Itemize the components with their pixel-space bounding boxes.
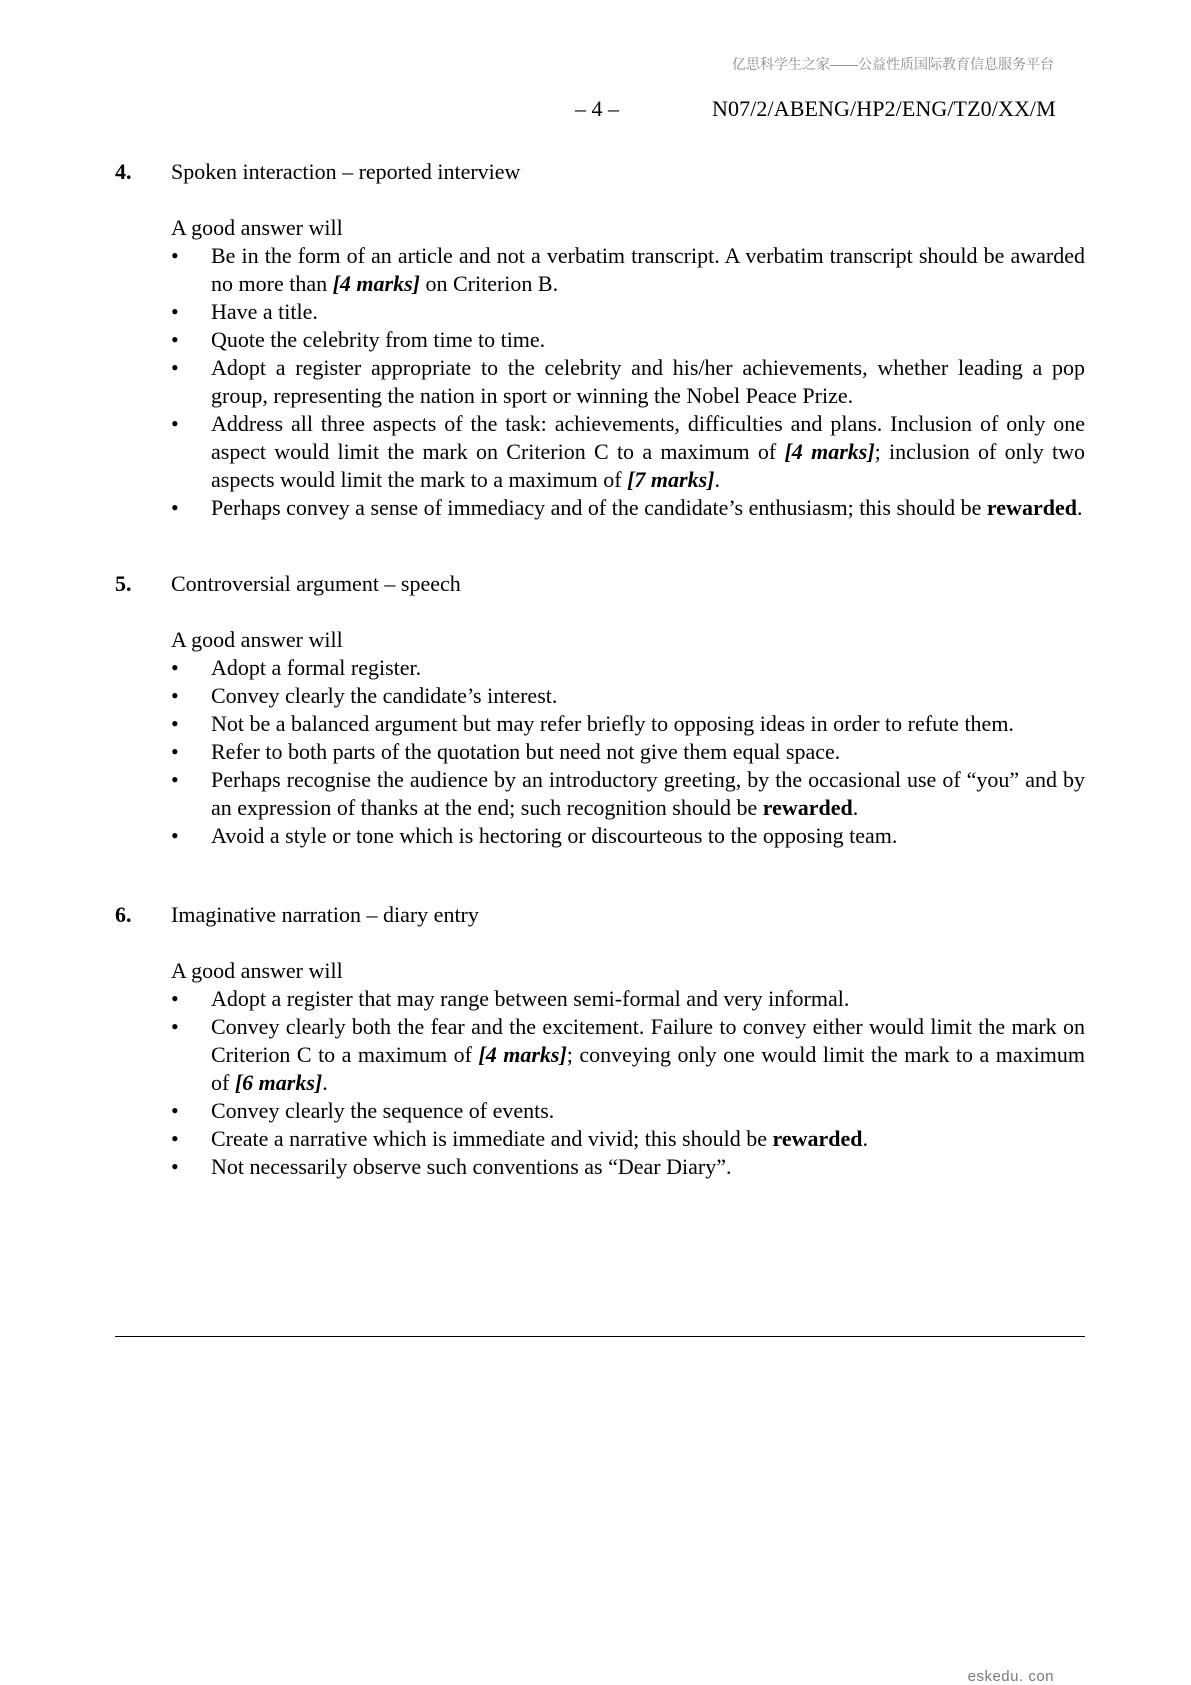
document-code: N07/2/ABENG/HP2/ENG/TZ0/XX/M [712,96,1056,121]
bullet-point [171,822,1085,850]
bullet-point [171,985,1085,1013]
answer-intro: A good answer will [171,958,343,983]
bullet-point [171,710,1085,738]
bullet-text: Not necessarily observe such conventions as “Dear Diary”. [211,1154,732,1179]
marks-emphasis: [7 marks] [627,467,715,492]
watermark-text: 亿思科学生之家——公益性质国际教育信息服务平台 [732,56,1054,72]
question-number: 4. [115,159,132,184]
marks-emphasis: [4 marks] [332,271,420,296]
bullet-text: Avoid a style or tone which is hectoring or discourteous to the opposing team. [211,823,898,848]
bold-emphasis: rewarded [986,495,1077,520]
bullet-text: Be in the form of an article and not a verbatim transcript. A verbatim transcript should be awarded no more than [211,243,1085,296]
bullet-dot: • [171,1098,179,1123]
marks-emphasis: [6 marks] [234,1070,323,1095]
bold-emphasis: rewarded [772,1126,863,1151]
bullet-dot: • [171,823,179,848]
bullet-dot: • [171,243,179,268]
bullet-point [171,326,1085,354]
bullet-text: Quote the celebrity from time to time. [211,327,546,352]
bullet-point [171,298,1085,326]
bullet-dot: • [171,655,179,680]
bullet-text: Not be a balanced argument but may refer briefly to opposing ideas in order to refute them. [211,711,1014,736]
bullet-dot: • [171,299,179,324]
page-number: – 4 – [575,96,619,121]
footer-site-text: eskedu. con [967,1668,1054,1685]
bullet-text: Have a title. [211,299,318,324]
bullet-point [171,738,1085,766]
bullet-point [171,242,1085,298]
bullet-point [171,494,1085,522]
marks-emphasis: [4 marks] [478,1042,567,1067]
bullet-dot: • [171,739,179,764]
bullet-text: Adopt a register appropriate to the celebrity and his/her achievements, whether leading a pop group, representing the nation in sport or winning the Nobel Peace Prize. [211,355,1085,408]
bullet-dot: • [171,767,179,792]
bullet-dot: • [171,327,179,352]
marks-emphasis: [4 marks] [784,439,875,464]
bullet-text: . [714,467,720,492]
bullet-text: . [852,795,859,820]
bullet-dot: • [171,1154,179,1179]
bullet-text: Convey clearly the candidate’s interest. [211,683,558,708]
question-title: Spoken interaction – reported interview [171,159,521,184]
bullet-dot: • [171,1014,179,1039]
answer-intro: A good answer will [171,627,343,652]
answer-intro: A good answer will [171,215,343,240]
bullet-text: . [1076,495,1083,520]
bullet-text: Adopt a register that may range between semi-formal and very informal. [211,986,850,1011]
bullet-text: Address all three aspects of the task: achievements, difficulties and plans. Inclusion of only one aspect would limit the mark on Criterion C to a maximum of [211,411,1085,464]
bullet-text: Adopt a formal register. [211,655,422,680]
bullet-point [171,766,1085,822]
bullet-text: on Criterion B. [419,271,559,296]
footer-divider [115,1336,1085,1337]
bullet-text: ; inclusion of only two aspects would limit the mark to a maximum of [211,439,1085,492]
bullet-dot: • [171,986,179,1011]
bullet-point [171,354,1085,410]
question-number: 5. [115,571,132,596]
bullet-text: . [862,1126,868,1151]
bullet-text: Create a narrative which is immediate and vivid; this should be [211,1126,773,1151]
bullet-list [171,985,1085,1181]
bullet-point [171,410,1085,494]
bullet-dot: • [171,711,179,736]
bullet-text: Refer to both parts of the quotation but need not give them equal space. [211,739,841,764]
bullet-point [171,1153,1085,1181]
bullet-dot: • [171,1126,179,1151]
bullet-text: Convey clearly both the fear and the excitement. Failure to convey either would limit the mark on Criterion C to a maximum of [211,1014,1085,1067]
bullet-text: Perhaps recognise the audience by an introductory greeting, by the occasional use of “you” and by an expression of thanks at the end; such recognition should be [211,767,1085,820]
question-title: Controversial argument – speech [171,571,461,596]
question-title: Imaginative narration – diary entry [171,902,479,927]
bullet-list [171,654,1085,850]
bullet-dot: • [171,355,179,380]
bullet-dot: • [171,683,179,708]
bullet-point [171,1097,1085,1125]
bullet-text: ; conveying only one would limit the mark to a maximum of [211,1042,1085,1095]
bullet-point [171,1125,1085,1153]
bullet-dot: • [171,411,179,436]
bullet-text: . [322,1070,328,1095]
bullet-point [171,1013,1085,1097]
bullet-dot: • [171,495,179,520]
bullet-point [171,654,1085,682]
bold-emphasis: rewarded [762,795,853,820]
bullet-list [171,242,1085,522]
bullet-text: Convey clearly the sequence of events. [211,1098,555,1123]
question-number: 6. [115,902,132,927]
bullet-point [171,682,1085,710]
bullet-text: Perhaps convey a sense of immediacy and of the candidate’s enthusiasm; this should be [211,495,987,520]
